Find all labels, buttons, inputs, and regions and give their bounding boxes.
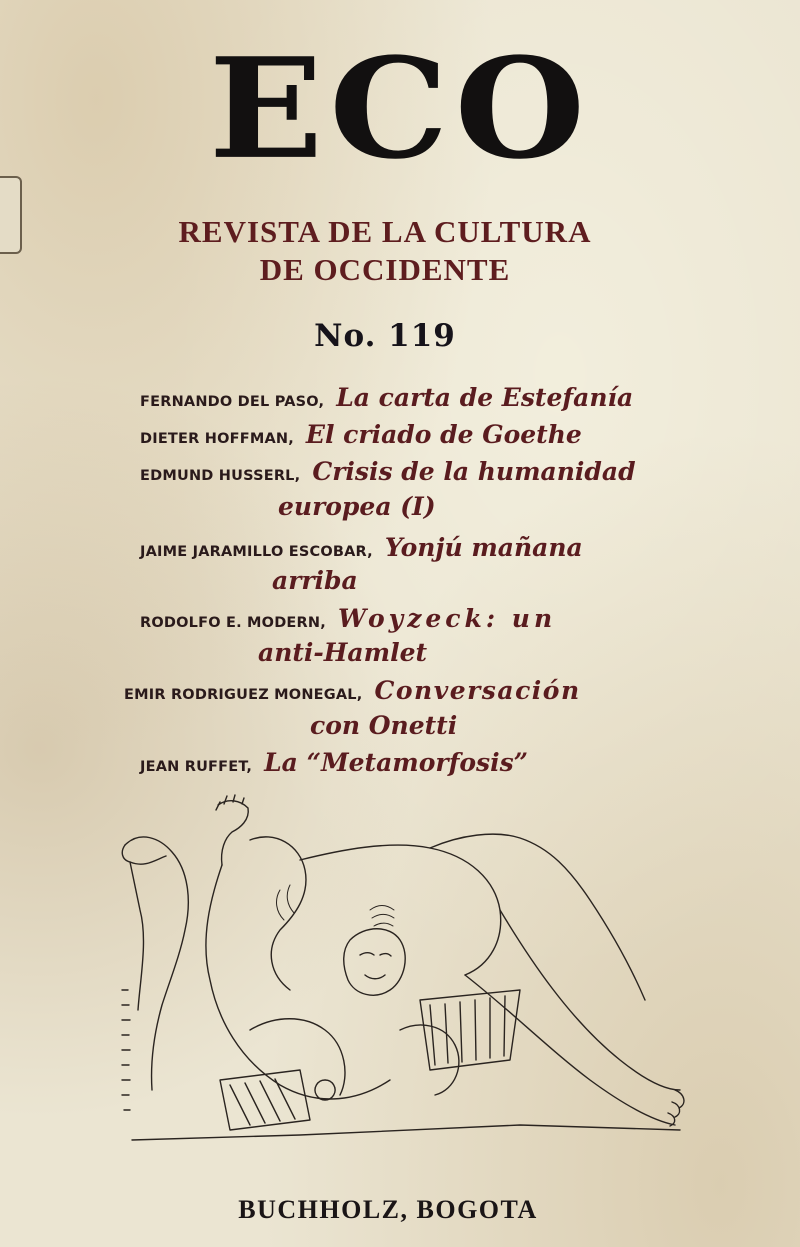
entry-title: Crisis de la humanidad	[312, 457, 636, 486]
entry-title-continuation: anti-Hamlet	[258, 638, 428, 667]
entry-title: Woyzeck: un	[337, 604, 557, 633]
entry-title: El criado de Goethe	[305, 420, 582, 449]
contents-entry	[140, 422, 582, 447]
entry-title-continuation: europea (I)	[278, 492, 436, 521]
entry-author: RODOLFO E. MODERN,	[140, 615, 326, 631]
entry-author: DIETER HOFFMAN,	[140, 431, 294, 447]
contents-entry	[140, 750, 528, 775]
line-drawing-illustration	[100, 790, 700, 1160]
subtitle-line-2: DE OCCIDENTE	[259, 252, 511, 287]
entry-author: FERNANDO DEL PASO,	[140, 394, 325, 410]
entry-title-continuation: con Onetti	[310, 711, 458, 740]
entry-title: La carta de Estefanía	[336, 383, 634, 412]
entry-author: JAIME JARAMILLO ESCOBAR,	[140, 544, 373, 560]
issue-number: No. 119	[314, 318, 456, 354]
subtitle-line-1: REVISTA DE LA CULTURA	[178, 214, 592, 249]
publisher-imprint: BUCHHOLZ, BOGOTA	[238, 1195, 538, 1224]
entry-title: Conversación	[374, 676, 581, 705]
contents-entry	[140, 385, 633, 410]
entry-title-continuation: arriba	[272, 566, 358, 595]
entry-author: JEAN RUFFET,	[140, 759, 253, 775]
entry-author: EMIR RODRIGUEZ MONEGAL,	[124, 687, 363, 703]
contents-entry	[124, 678, 581, 703]
contents-entry	[140, 535, 583, 560]
entry-title: La “Metamorfosis”	[264, 748, 529, 777]
masthead-title: ECO	[208, 28, 592, 190]
contents-entry	[140, 606, 556, 631]
entry-author: EDMUND HUSSERL,	[140, 468, 301, 484]
entry-title: Yonjú mañana	[384, 533, 583, 562]
contents-entry	[140, 459, 636, 484]
